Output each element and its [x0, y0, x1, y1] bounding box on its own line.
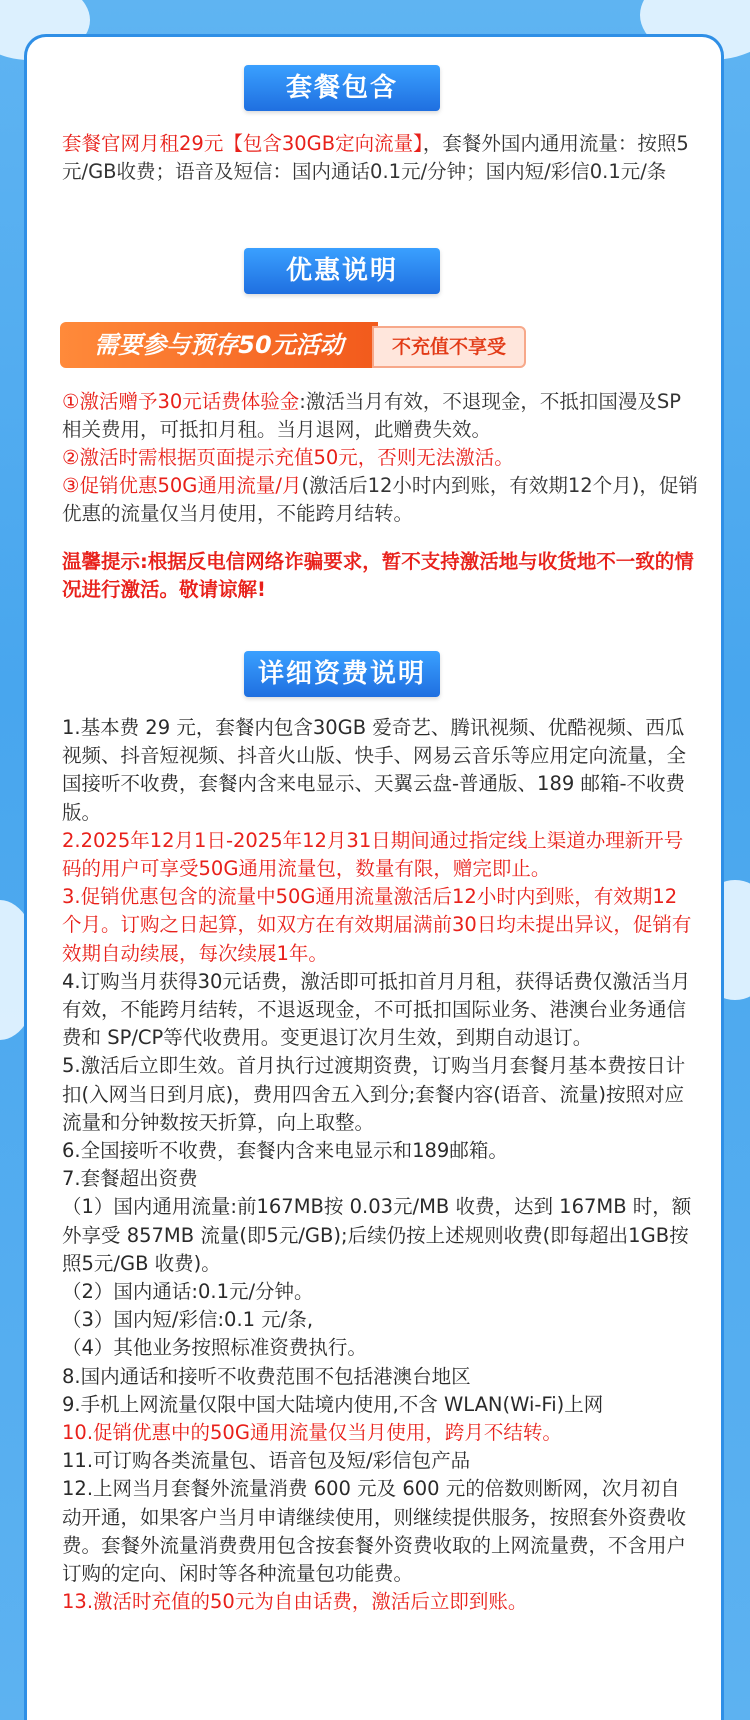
detail-item: 9.手机上网流量仅限中国大陆境内使用,不含 WLAN(Wi-Fi)上网: [62, 1392, 604, 1416]
detail-item: （1）国内通用流量:前167MB按 0.03元/MB 收费，达到 167MB 时，额外享受 857MB 流量(即5元/GB);后续仍按上述规则收费(即每超出1GB按照5元/GB 收费)。: [62, 1195, 692, 1275]
section-title-details: 详细资费说明: [244, 651, 440, 697]
details-list: [62, 714, 696, 1617]
detail-item: 3.促销优惠包含的流量中50G通用流量激活后12小时内到账，有效期12个月。订购之日起算，如双方在有效期届满前30日均未提出异议，促销有效期自动续展，每次续展1年。: [62, 885, 692, 965]
banner-main: 需要参与预存50元活动: [60, 322, 378, 368]
detail-item: 5.激活后立即生效。首月执行过渡期资费，订购当月套餐月基本费按日计扣(入网当日到月底)，费用四舍五入到分;套餐内容(语音、流量)按照对应流量和分钟数按天折算，向上取整。: [62, 1054, 686, 1134]
offer-banner: [60, 322, 524, 368]
detail-item: 6.全国接听不收费，套餐内含来电显示和189邮箱。: [62, 1139, 508, 1163]
offer-item-1: [62, 388, 698, 444]
detail-item: 7.套餐超出资费: [62, 1167, 198, 1191]
offer-item-1-detail: :激活当月有效，不退现金，不抵扣国漫及SP相关费用，可抵扣月租。当月退网，此赠费失效。: [62, 390, 682, 441]
offer-item-1-highlight: ①激活赠予30元话费体验金: [62, 390, 300, 413]
detail-item: （3）国内短/彩信:0.1 元/条,: [62, 1308, 314, 1332]
package-highlight: 套餐官网月租29元【包含30GB定向流量】: [62, 132, 423, 155]
banner-tag: 不充值不享受: [372, 326, 526, 368]
detail-item: 10.促销优惠中的50G通用流量仅当月使用，跨月不结转。: [62, 1421, 562, 1445]
offer-list: [62, 388, 698, 528]
offer-item-3: [62, 472, 698, 528]
package-detail: ，套餐外国内通用流量：按照5元/GB收费；语音及短信：国内通话0.1元/分钟；国内短/彩信0.1元/条: [62, 132, 689, 183]
detail-item: 2.2025年12月1日-2025年12月31日期间通过指定线上渠道办理新开号码的用户可享受50G通用流量包，数量有限，赠完即止。: [62, 828, 684, 881]
detail-item: 12.上网当月套餐外流量消费 600 元及 600 元的倍数则断网，次月初自动开通，如果客户当月申请继续使用，则继续提供服务，按照套外资费收费。套餐外流量消费费用包含按套餐外资费收取的上网流量费，不含用户订购的定向、闲时等各种流量包功能费。: [62, 1477, 687, 1586]
detail-item: 11.可订购各类流量包、语音包及短/彩信包产品: [62, 1449, 471, 1473]
detail-item: 1.基本费 29 元，套餐内包含30GB 爱奇艺、腾讯视频、优酷视频、西瓜视频、抖音短视频、抖音火山版、快手、网易云音乐等应用定向流量，全国接听不收费，套餐内含来电显示、天翼云盘-普通版、189 邮箱-不收费版。: [62, 716, 687, 824]
package-description: [62, 130, 698, 186]
detail-item: 4.订购当月获得30元话费，激活即可抵扣首月月租，获得话费仅激活当月有效，不能跨月结转，不退返现金，不可抵扣国际业务、港澳台业务通信费和 SP/CP等代收费用。变更退订次月生效，到期自动退订。: [62, 969, 691, 1050]
warning-notice: 温馨提示:根据反电信网络诈骗要求，暂不支持激活地与收货地不一致的情况进行激活。敬请谅解!: [62, 550, 694, 601]
detail-item: （4）其他业务按照标准资费执行。: [62, 1336, 367, 1360]
detail-item: 8.国内通话和接听不收费范围不包括港澳台地区: [62, 1364, 471, 1388]
offer-item-3-detail: (激活后12小时内到账，有效期12个月)，促销优惠的流量仅当月使用，不能跨月结转。: [62, 474, 698, 525]
detail-item: （2）国内通话:0.1元/分钟。: [62, 1280, 314, 1304]
offer-item-3-highlight: ③促销优惠50G通用流量/月: [62, 474, 302, 497]
section-title-offer: 优惠说明: [244, 248, 440, 294]
detail-item: 13.激活时充值的50元为自由话费，激活后立即到账。: [62, 1590, 528, 1614]
offer-item-2: ②激活时需根据页面提示充值50元，否则无法激活。: [62, 446, 514, 469]
section-title-package: 套餐包含: [244, 65, 440, 111]
